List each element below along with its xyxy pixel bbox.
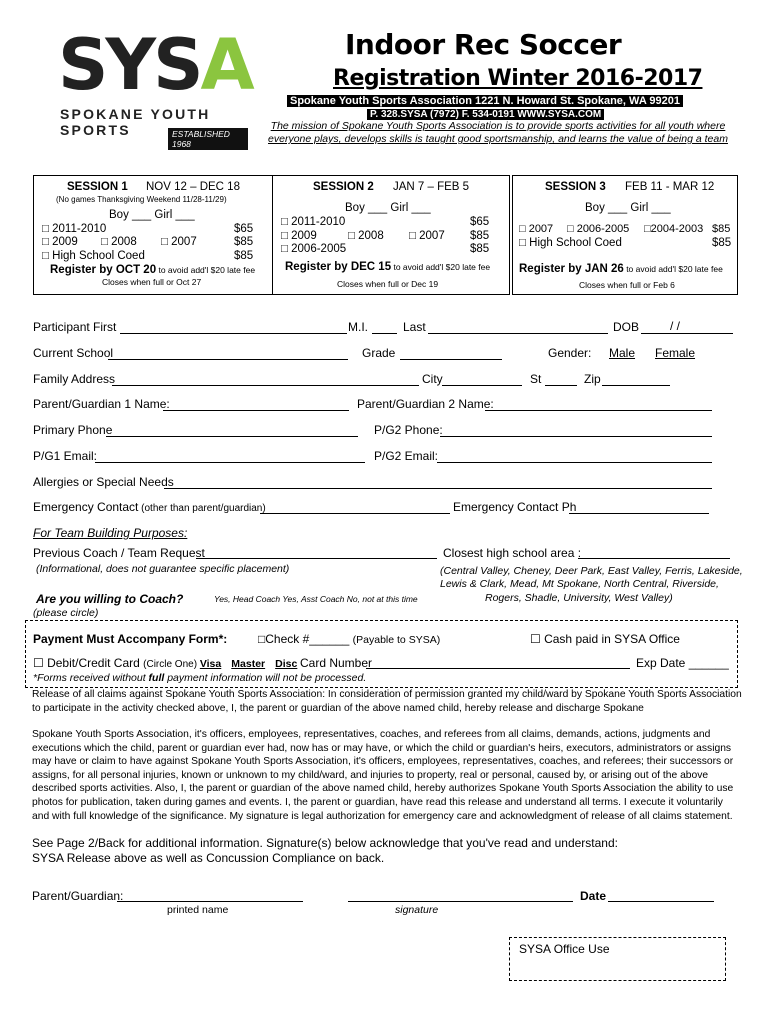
logo-brand: SYSA xyxy=(58,24,252,106)
mi-field[interactable] xyxy=(372,333,397,334)
pg2-name-label: Parent/Guardian 2 Name: xyxy=(357,397,494,411)
pg2-phone-field[interactable] xyxy=(440,436,712,437)
session-3-2007[interactable]: □ 2007 xyxy=(519,223,554,235)
date-label: Date xyxy=(580,889,607,903)
state-field[interactable] xyxy=(545,385,577,386)
session-1-2009[interactable]: □ 2009 xyxy=(42,236,78,248)
participant-first-field[interactable] xyxy=(120,333,347,334)
session-1-high-school[interactable]: □ High School Coed xyxy=(42,250,145,262)
session-3-high-school[interactable]: □ High School Coed xyxy=(519,237,622,249)
session-2-2009[interactable]: □ 2009 xyxy=(281,230,317,242)
sysa-logo xyxy=(58,24,252,149)
gender-label: Gender: xyxy=(548,346,592,360)
pg2-email-label: P/G2 Email: xyxy=(374,449,439,463)
emergency-phone-label: Emergency Contact Ph xyxy=(453,500,577,514)
coach-question: Are you willing to Coach? xyxy=(36,592,184,606)
session-2-2011-2010[interactable]: □ 2011-2010 xyxy=(281,216,346,228)
areas-line-3: Rogers, Shadle, University, West Valley) xyxy=(485,592,673,604)
office-use-label: SYSA Office Use xyxy=(519,942,610,956)
dob-label: DOB xyxy=(613,320,640,334)
session-1-2007[interactable]: □ 2007 xyxy=(161,236,197,248)
session-3-price-85b: $85 xyxy=(712,237,732,249)
dob-field[interactable] xyxy=(641,333,733,334)
payment-note: *Forms received without full payment information will not be processed. xyxy=(33,672,367,684)
cash-option[interactable]: ☐ Cash paid in SYSA Office xyxy=(530,632,680,646)
city-field[interactable] xyxy=(442,385,522,386)
mission-line-2: everyone plays, develops skills is taught good sportsmanship, and learns the value of being a team xyxy=(268,133,728,145)
previous-coach-label: Previous Coach / Team Request xyxy=(33,546,205,560)
session-3-boy-girl[interactable]: Boy ___ Girl ___ xyxy=(585,202,671,214)
family-address-label: Family Address xyxy=(33,372,116,386)
dob-separators: / / xyxy=(670,319,681,333)
payment-heading: Payment Must Accompany Form*: xyxy=(33,632,228,646)
current-school-label: Current School xyxy=(33,346,114,360)
session-1-2011-2010[interactable]: □ 2011-2010 xyxy=(42,223,107,235)
logo-subtitle: SPOKANE YOUTH SPORTS xyxy=(60,106,211,138)
state-label: St xyxy=(530,372,542,386)
session-1-boy-girl[interactable]: Boy ___ Girl ___ xyxy=(109,209,195,221)
emergency-contact-label: Emergency Contact (other than parent/guardian) xyxy=(33,500,266,514)
grade-label: Grade xyxy=(362,346,396,360)
page-title: Indoor Rec Soccer xyxy=(345,28,622,61)
pg1-name-label: Parent/Guardian 1 Name: xyxy=(33,397,170,411)
participant-first-label: Participant First xyxy=(33,320,117,334)
last-label: Last xyxy=(403,320,426,334)
printed-name-field[interactable] xyxy=(117,901,303,902)
signature-caption: signature xyxy=(395,904,439,916)
gender-male-option[interactable]: Male xyxy=(609,346,636,360)
session-2-price-65: $65 xyxy=(470,216,490,228)
date-field[interactable] xyxy=(608,901,714,902)
mission-line-1: The mission of Spokane Youth Sports Association is to provide sports activities for all youth where xyxy=(270,120,726,132)
address-bar: Spokane Youth Sports Association 1221 N. Howard St. Spokane, WA 99201 xyxy=(287,95,683,107)
see-page-2-line-2: SYSA Release above as well as Concussion Compliance on back. xyxy=(32,851,385,865)
zip-field[interactable] xyxy=(602,385,670,386)
last-name-field[interactable] xyxy=(428,333,608,334)
session-1-register-by: Register by OCT 20 to avoid add'l $20 late fee xyxy=(50,264,256,276)
session-2-boy-girl[interactable]: Boy ___ Girl ___ xyxy=(345,202,431,214)
parent-guardian-label: Parent/Guardian: xyxy=(32,889,124,903)
session-2-dates: JAN 7 – FEB 5 xyxy=(393,181,470,193)
page-subtitle: Registration Winter 2016-2017 xyxy=(333,66,703,91)
exp-date-field[interactable]: Exp Date ______ xyxy=(636,656,729,670)
session-3-2004-2003[interactable]: □2004-2003 xyxy=(644,223,704,235)
session-2-2006-2005[interactable]: □ 2006-2005 xyxy=(281,243,347,255)
allergies-field[interactable] xyxy=(164,488,712,489)
session-2-closes: Closes when full or Dec 19 xyxy=(337,279,439,289)
closest-high-school-field[interactable] xyxy=(578,558,730,559)
pg1-name-field[interactable] xyxy=(163,410,349,411)
phone-bar: P. 328.SYSA (7972) F. 534-0191 WWW.SYSA.COM xyxy=(367,109,604,120)
session-1-box xyxy=(33,175,273,295)
session-1-price-85b: $85 xyxy=(234,250,254,262)
card-number-label: Card Number xyxy=(300,656,373,670)
grade-field[interactable] xyxy=(400,359,502,360)
session-1-price-85: $85 xyxy=(234,236,254,248)
session-1-label: SESSION 1 xyxy=(67,181,128,193)
release-paragraph-1: Release of all claims against Spokane Youth Sports Association: In consideration of permission granted my child/ward by Spokane Youth Sports Association to participate in the activity checked above, I, the parent or guardian of the above named child, hereby release and discharge Spokane xyxy=(32,689,742,714)
allergies-label: Allergies or Special Needs xyxy=(33,475,174,489)
emergency-phone-field[interactable] xyxy=(569,513,709,514)
session-2-register-by: Register by DEC 15 to avoid add'l $20 late fee xyxy=(285,261,491,273)
pg2-name-field[interactable] xyxy=(485,410,712,411)
session-3-label: SESSION 3 xyxy=(545,181,606,193)
areas-line-1: (Central Valley, Cheney, Deer Park, East Valley, Ferris, Lakeside, xyxy=(440,565,743,577)
pg2-email-field[interactable] xyxy=(437,462,712,463)
pg2-phone-label: P/G2 Phone: xyxy=(374,423,443,437)
session-3-dates: FEB 11 - MAR 12 xyxy=(625,181,715,193)
primary-phone-field[interactable] xyxy=(106,436,358,437)
session-2-price-85b: $85 xyxy=(470,243,490,255)
session-2-label: SESSION 2 xyxy=(313,181,374,193)
card-option[interactable]: ☐ Debit/Credit Card (Circle One) Visa Master Disc xyxy=(33,656,298,670)
informational-note: (Informational, does not guarantee specific placement) xyxy=(36,563,290,575)
family-address-field[interactable] xyxy=(112,385,419,386)
session-1-note: (No games Thanksgiving Weekend 11/28-11/29) xyxy=(56,195,227,204)
areas-line-2: Lewis & Clark, Mead, Mt Spokane, North Central, Riverside, xyxy=(440,578,719,590)
current-school-field[interactable] xyxy=(108,359,348,360)
zip-label: Zip xyxy=(584,372,601,386)
card-number-field[interactable] xyxy=(366,668,630,669)
primary-phone-label: Primary Phone xyxy=(33,423,113,437)
session-1-dates: NOV 12 – DEC 18 xyxy=(146,181,240,193)
previous-coach-field[interactable] xyxy=(196,558,437,559)
session-2-2007[interactable]: □ 2007 xyxy=(409,230,445,242)
emergency-contact-field[interactable] xyxy=(260,513,450,514)
pg1-email-label: P/G1 Email: xyxy=(33,449,98,463)
release-paragraph-2: Spokane Youth Sports Association, it's officers, employees, representatives, coaches, and referees from all claims, demands, actions, judgments and executions which the child, parent or guardian ever had, now has or may have, or which the child or guardian's heirs, executors, administrators or assigns may have or claim to have against Spokane Youth Sports Association, it's officers, employees, representatives, coaches, and referees; their successors or assigns, for all personal injuries, known or unknown to my child/ward, and injuries to property, real or personal, caused by, or arising out of the above described sports activities. Also, I, the parent or guardian of the above named child, hereby authorizes Spokane Youth Sports Association the ability to use photos for publication, taken during games and events. I, the parent or guardian, have read this release and understand all terms. I execute it voluntarily and with full knowledge of the significance. My signature is legal authorization for emergency care and acknowledgment of release of all claims statement. xyxy=(32,729,734,822)
pg1-email-field[interactable] xyxy=(95,462,365,463)
closest-high-school-label: Closest high school area : xyxy=(443,546,582,560)
gender-female-option[interactable]: Female xyxy=(655,346,696,360)
team-building-heading: For Team Building Purposes: xyxy=(33,526,188,540)
printed-name-caption: printed name xyxy=(167,904,229,916)
city-label: City xyxy=(422,372,443,386)
session-3-box xyxy=(512,175,738,295)
logo-established: ESTABLISHED 1968 xyxy=(168,128,248,150)
session-3-2006-2005[interactable]: □ 2006-2005 xyxy=(567,223,630,235)
session-3-price-85: $85 xyxy=(712,223,731,235)
signature-field[interactable] xyxy=(348,901,573,902)
session-3-register-by: Register by JAN 26 to avoid add'l $20 late fee xyxy=(519,263,723,275)
check-option[interactable]: □Check #______ (Payable to SYSA) xyxy=(258,632,441,646)
session-2-price-85: $85 xyxy=(470,230,490,242)
session-2-box xyxy=(273,175,510,295)
coach-options[interactable]: Yes, Head Coach Yes, Asst Coach No, not at this time xyxy=(214,594,418,604)
session-1-closes: Closes when full or Oct 27 xyxy=(102,277,202,287)
mi-label: M.I. xyxy=(348,320,368,334)
session-1-price-65: $65 xyxy=(234,223,254,235)
session-3-closes: Closes when full or Feb 6 xyxy=(579,280,675,290)
session-1-2008[interactable]: □ 2008 xyxy=(101,236,137,248)
see-page-2-line-1: See Page 2/Back for additional information. Signature(s) below acknowledge that you've read and understand: xyxy=(32,836,618,850)
please-circle-note: (please circle) xyxy=(33,607,99,619)
session-2-2008[interactable]: □ 2008 xyxy=(348,230,384,242)
